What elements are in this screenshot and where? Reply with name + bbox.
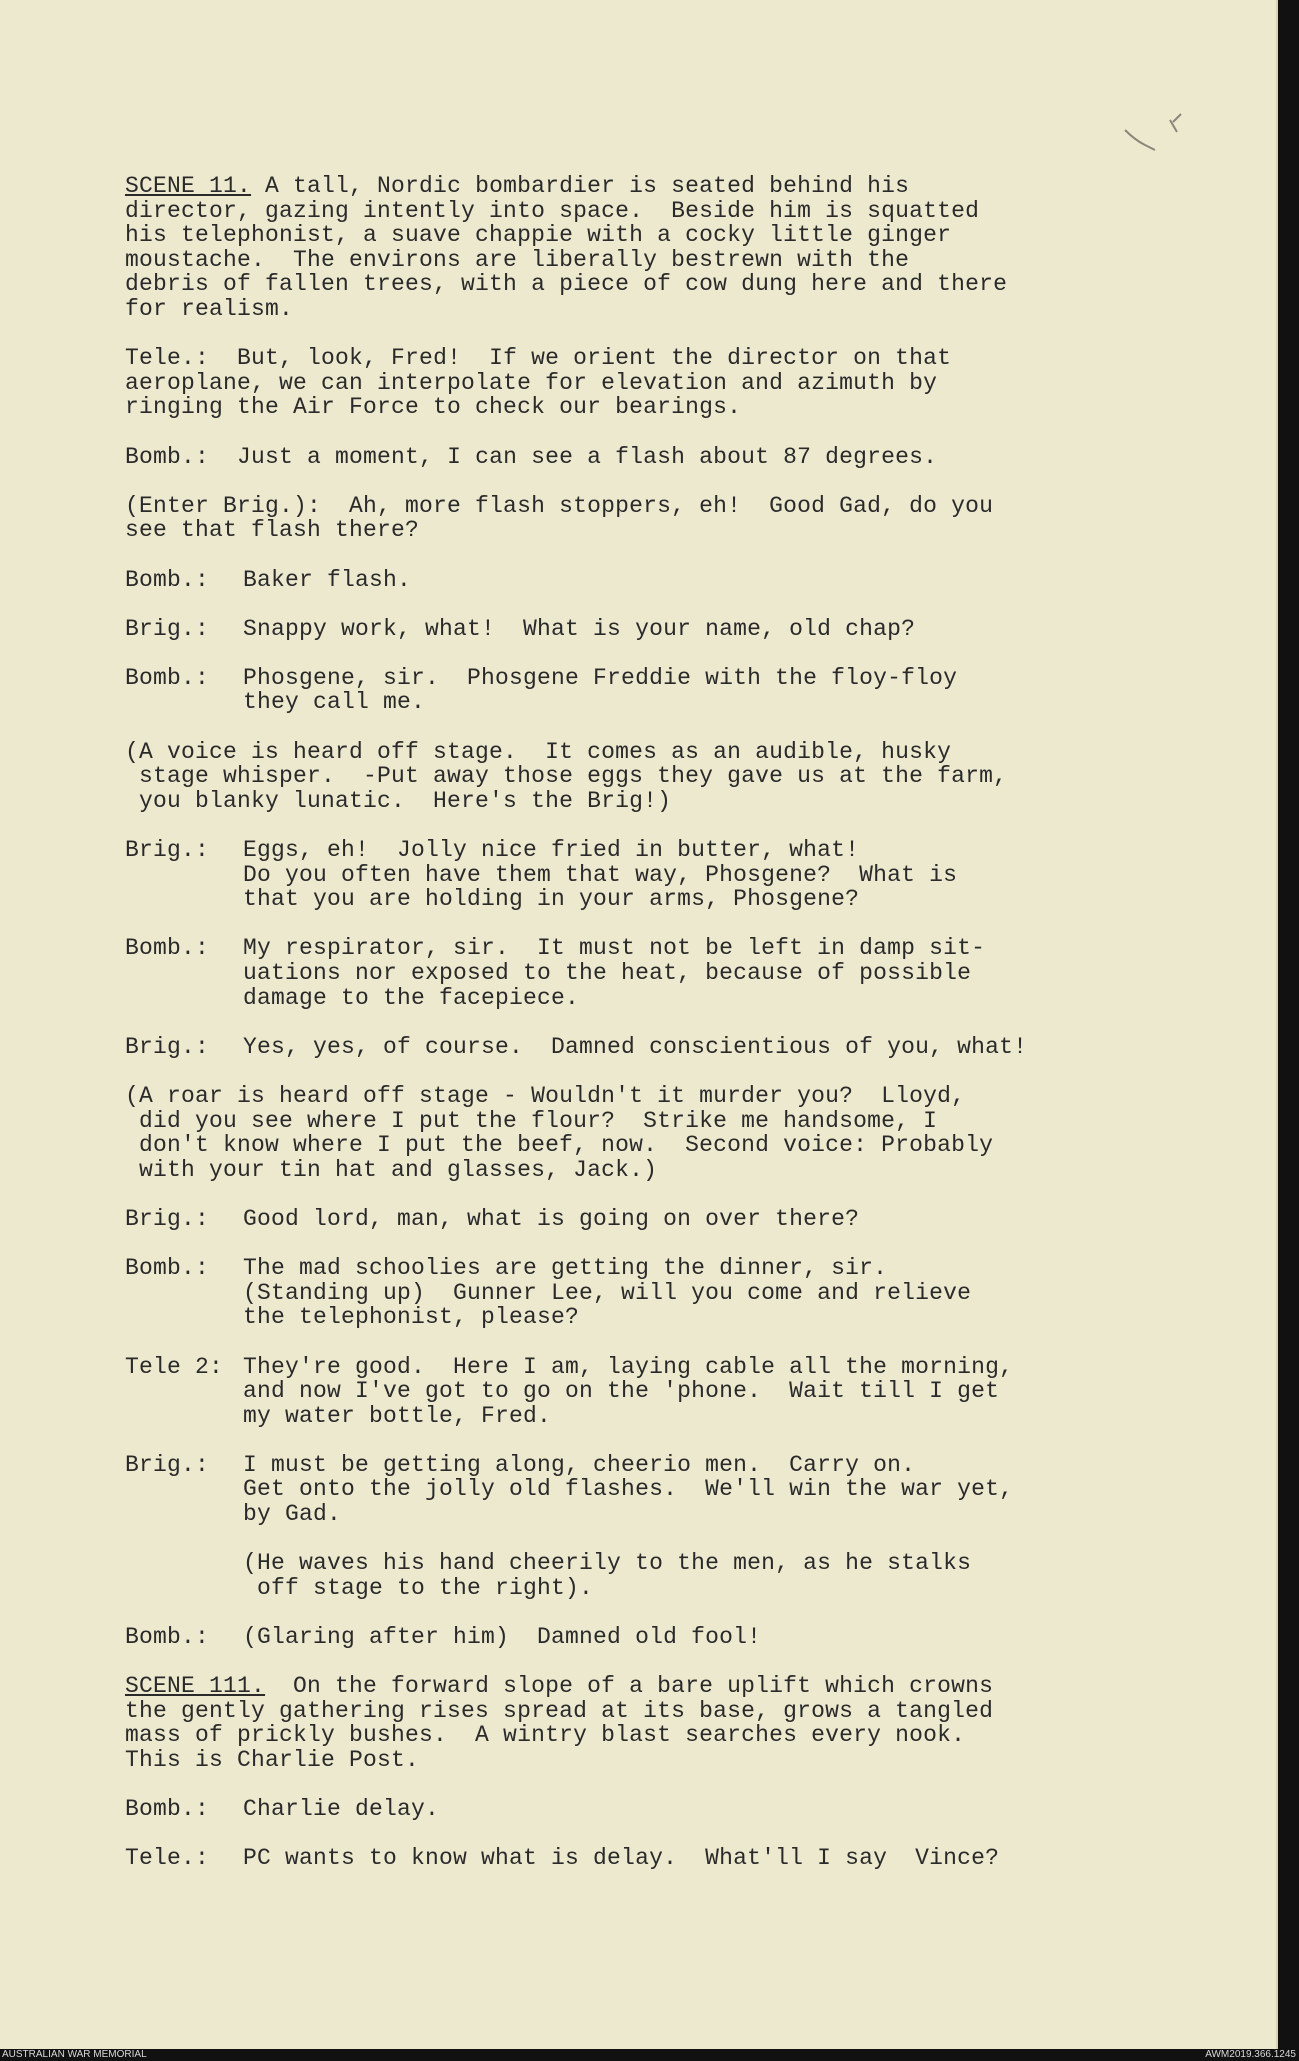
scene-line: for realism. xyxy=(125,295,294,322)
dialogue-tele xyxy=(125,346,1085,420)
line: (A roar is heard off stage - Wouldn't it murder you? Lloyd, xyxy=(125,1082,966,1109)
scene-111-heading: SCENE 111. xyxy=(125,1673,266,1700)
enter-brig xyxy=(125,494,1085,543)
speaker: Bomb.: xyxy=(125,1624,210,1651)
line: Baker flash. xyxy=(243,566,412,593)
archive-footer xyxy=(0,2049,1299,2061)
line: Do you often have them that way, Phosgene? What is xyxy=(243,861,958,888)
line: my water bottle, Fred. xyxy=(243,1402,552,1429)
scene-111-paragraph xyxy=(125,1674,1085,1772)
speaker: Brig.: xyxy=(125,1205,210,1232)
scene-line: mass of prickly bushes. A wintry blast searches every nook. xyxy=(125,1722,966,1749)
dialogue-brig-lord xyxy=(125,1207,1085,1232)
line: But, look, Fred! If we orient the director on that xyxy=(237,345,952,372)
line: I must be getting along, cheerio men. Carry on. xyxy=(243,1451,916,1478)
line: They're good. Here I am, laying cable all the morning, xyxy=(243,1353,1014,1380)
line: (Standing up) Gunner Lee, will you come and relieve xyxy=(243,1279,972,1306)
line: Charlie delay. xyxy=(243,1796,440,1823)
scene-line: A tall, Nordic bombardier is seated behind his xyxy=(251,173,910,199)
dialogue-tele-pc xyxy=(125,1846,1085,1871)
line: see that flash there? xyxy=(125,517,420,544)
speaker: Brig.: xyxy=(125,837,210,864)
lines xyxy=(243,838,957,912)
speaker: Bomb.: xyxy=(125,1255,210,1282)
line: PC wants to know what is delay. What'll I say Vince? xyxy=(243,1845,1000,1872)
scene-line: debris of fallen trees, with a piece of cow dung here and there xyxy=(125,271,1008,298)
footer-institution: AUSTRALIAN WAR MEMORIAL xyxy=(2,2049,147,2060)
footer-item-id: AWM2019.366.1245 xyxy=(1205,2049,1296,2060)
line: (Glaring after him) Damned old fool! xyxy=(243,1624,762,1651)
line: Eggs, eh! Jolly nice fried in butter, what! xyxy=(243,837,860,864)
speaker: Bomb.: xyxy=(125,443,210,470)
line: (A voice is heard off stage. It comes as an audible, husky xyxy=(125,738,952,765)
dialogue-bomb-charlie xyxy=(125,1797,1085,1822)
line: by Gad. xyxy=(243,1501,342,1528)
roar-off-stage xyxy=(125,1084,1085,1182)
line: you blanky lunatic. Here's the Brig!) xyxy=(125,787,672,814)
scene-line: On the forward slope of a bare uplift which crowns xyxy=(265,1673,994,1700)
scene-line: moustache. The environs are liberally bestrewn with the xyxy=(125,246,910,273)
speaker: Bomb.: xyxy=(125,566,210,593)
lines xyxy=(243,1256,971,1330)
line: uations nor exposed to the heat, because of possible xyxy=(243,960,972,986)
dialogue-bomb-phosgene xyxy=(125,666,1085,715)
speaker: Tele.: xyxy=(125,345,210,372)
dialogue-bomb-glaring xyxy=(125,1625,1085,1650)
line: (He waves his hand cheerily to the men, as he stalks xyxy=(243,1550,972,1577)
speaker: Brig.: xyxy=(125,615,210,642)
dialogue-tele2 xyxy=(125,1355,1085,1429)
line: (Enter Brig.): Ah, more flash stoppers, eh! Good Gad, do you xyxy=(125,492,994,519)
dialogue-bomb-baker xyxy=(125,568,1085,593)
lines xyxy=(243,666,957,715)
line: and now I've got to go on the 'phone. Wait till I get xyxy=(243,1378,1000,1405)
dialogue-bomb-respirator xyxy=(125,936,1085,1010)
dialogue-bomb-schoolies xyxy=(125,1256,1085,1330)
line: aeroplane, we can interpolate for elevation and azimuth by xyxy=(125,369,938,396)
speaker: Brig.: xyxy=(125,1451,210,1478)
scene-line: This is Charlie Post. xyxy=(125,1747,420,1773)
line: damage to the facepiece. xyxy=(243,984,580,1011)
lines xyxy=(243,1453,1013,1527)
script-text xyxy=(125,174,1085,1896)
dialogue-bomb xyxy=(125,445,1085,470)
ink-mark-icon xyxy=(1115,110,1195,170)
line: ringing the Air Force to check our bearings. xyxy=(125,394,742,421)
line: don't know where I put the beef, now. Second voice: Probably xyxy=(125,1132,994,1159)
line: they call me. xyxy=(243,689,426,716)
lines xyxy=(243,936,985,1010)
line: stage whisper. -Put away those eggs they gave us at the farm, xyxy=(125,763,1008,790)
line: The mad schoolies are getting the dinner, sir. xyxy=(243,1255,888,1282)
line: Good lord, man, what is going on over there? xyxy=(243,1205,860,1232)
speaker: Bomb.: xyxy=(125,664,210,691)
dialogue-brig-yes xyxy=(125,1035,1085,1060)
scene-11-paragraph xyxy=(125,174,1085,322)
line: Snappy work, what! What is your name, old chap? xyxy=(243,615,916,642)
line: My respirator, sir. It must not be left in damp sit- xyxy=(243,935,986,962)
dialogue-brig-eggs xyxy=(125,838,1085,912)
scene-line: his telephonist, a suave chappie with a cocky little ginger xyxy=(125,222,952,249)
scene-line: the gently gathering rises spread at its base, grows a tangled xyxy=(125,1697,994,1724)
line: Just a moment, I can see a flash about 87 degrees. xyxy=(237,443,938,470)
line: Get onto the jolly old flashes. We'll win the war yet, xyxy=(243,1476,1014,1503)
voice-off-stage xyxy=(125,740,1085,814)
line: off stage to the right). xyxy=(243,1574,594,1601)
line: Phosgene, sir. Phosgene Freddie with the floy-floy xyxy=(243,664,958,691)
scene-11-heading: SCENE 11. xyxy=(125,173,252,199)
dialogue-brig-cheerio xyxy=(125,1453,1085,1527)
speaker: Bomb.: xyxy=(125,1796,210,1823)
speaker: Tele.: xyxy=(125,1845,210,1872)
speaker: Brig.: xyxy=(125,1033,210,1060)
dialogue-brig-snappy xyxy=(125,617,1085,642)
lines xyxy=(243,1355,1013,1429)
line: Yes, yes, of course. Damned conscientious of you, what! xyxy=(243,1033,1028,1060)
speaker: Tele 2: xyxy=(125,1353,224,1380)
line: with your tin hat and glasses, Jack.) xyxy=(125,1156,658,1183)
line: the telephonist, please? xyxy=(243,1304,580,1331)
scene-line: director, gazing intently into space. Beside him is squatted xyxy=(125,197,980,224)
line: did you see where I put the flour? Strike me handsome, I xyxy=(125,1107,938,1134)
stage-direction-waves xyxy=(125,1551,1085,1600)
speaker: Bomb.: xyxy=(125,935,210,962)
line: that you are holding in your arms, Phosgene? xyxy=(243,886,860,913)
